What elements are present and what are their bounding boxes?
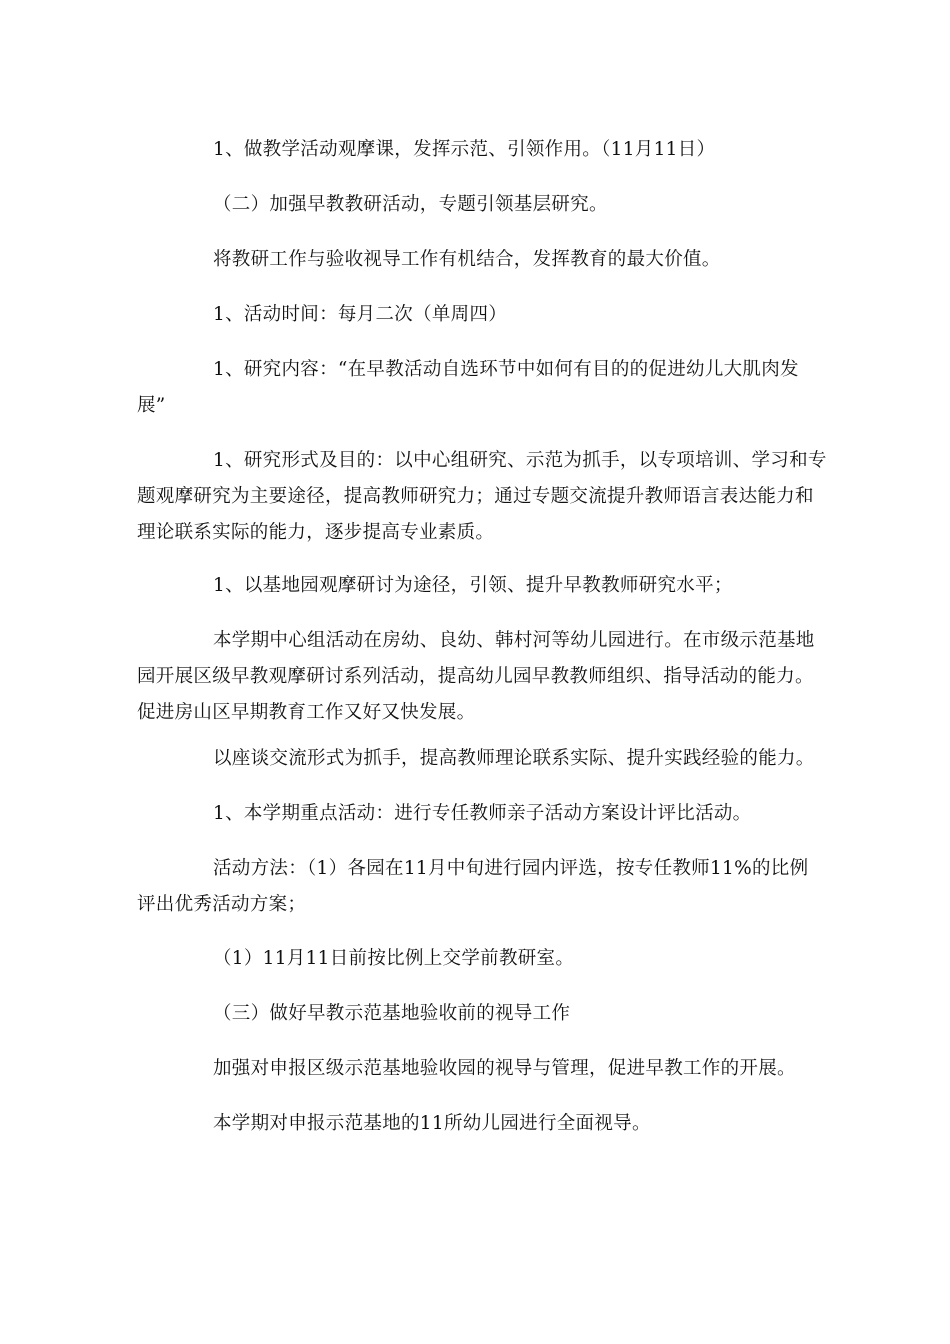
heading-section-two: （二）加强早教教研活动，专题引领基层研究。 [213,194,608,215]
paragraph-activity-method: 活动方法：（1）各园在11月中旬进行园内评选，按专任教师11%的比例评出优秀活动方案； [137,858,809,915]
paragraph-base-observation: 1、以基地园观摩研讨为途径，引领、提升早教教师研究水平； [213,575,733,596]
heading-section-three: （三）做好早教示范基地验收前的视导工作 [213,1003,571,1024]
paragraph-research-form: 1、研究形式及目的：以中心组研究、示范为抓手，以专项培训、学习和专题观摩研究为主要途径，提高教师研究力；通过专题交流提升教师语言表达能力和理论联系实际的能力，逐步提高专业素质。 [137,450,827,543]
paragraph-key-activity: 1、本学期重点活动：进行专任教师亲子活动方案设计评比活动。 [213,803,752,824]
paragraph-discussion: 以座谈交流形式为抓手，提高教师理论联系实际、提升实践经验的能力。 [213,748,815,769]
paragraph-inspection: 本学期对申报示范基地的11所幼儿园进行全面视导。 [213,1113,651,1134]
paragraph-submission: （1）11月11日前按比例上交学前教研室。 [213,948,575,969]
paragraph-research-content: 1、研究内容：“在早教活动自选环节中如何有目的的促进幼儿大肌肉发展” [137,359,799,416]
paragraph-activity-time: 1、活动时间：每月二次（单周四） [213,304,508,325]
paragraph-observation-class: 1、做教学活动观摩课，发挥示范、引领作用。（11月11日） [213,139,716,160]
paragraph-guidance: 加强对申报区级示范基地验收园的视导与管理，促进早教工作的开展。 [213,1058,796,1079]
paragraph-core-group: 本学期中心组活动在房幼、良幼、韩村河等幼儿园进行。在市级示范基地园开展区级早教观摩研讨系列活动，提高幼儿园早教教师组织、指导活动的能力。促进房山区早期教育工作又好又快发展。 [137,630,815,723]
paragraph-research-integration: 将教研工作与验收视导工作有机结合，发挥教育的最大价值。 [213,249,721,270]
